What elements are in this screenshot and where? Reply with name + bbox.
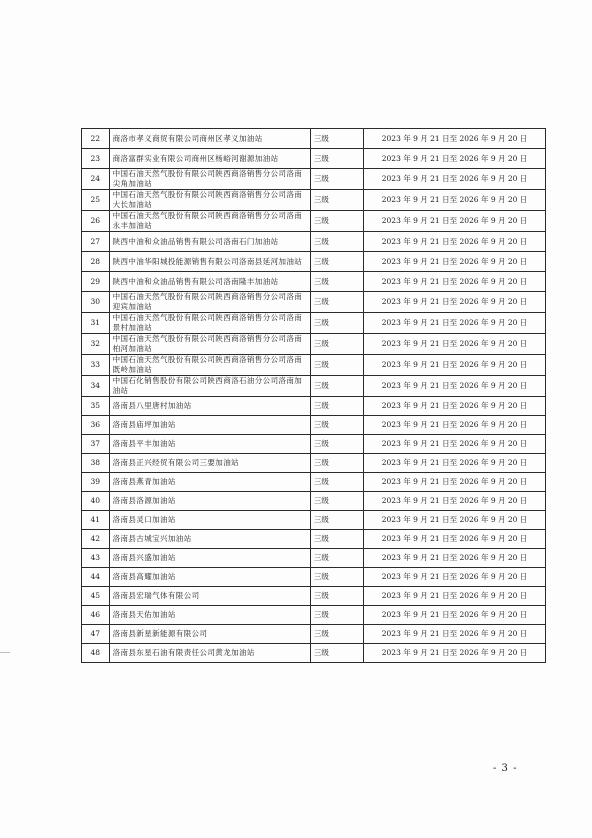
station-level: 三级	[310, 644, 363, 663]
table-row	[82, 644, 546, 663]
row-number: 27	[82, 232, 110, 252]
station-table-body	[82, 129, 546, 663]
station-name: 洛南县高耀加油站	[109, 568, 310, 587]
station-name: 中国石化销售股份有限公司陕西商洛石油分公司洛南加油站	[109, 376, 310, 397]
row-number: 48	[82, 644, 110, 663]
station-name: 中国石油天然气股份有限公司陕西商洛销售分公司洛南既岭加油站	[109, 355, 310, 376]
table-row	[82, 334, 546, 355]
station-level: 三级	[310, 232, 363, 252]
station-level: 三级	[310, 129, 363, 149]
validity-period: 2023 年 9 月 21 日至 2026 年 9 月 20 日	[364, 292, 546, 313]
table-row	[82, 606, 546, 625]
row-number: 34	[82, 376, 110, 397]
row-number: 41	[82, 511, 110, 530]
station-name: 中国石油天然气股份有限公司陕西商洛销售分公司洛南景村加油站	[109, 313, 310, 334]
table-row	[82, 454, 546, 473]
station-level: 三级	[310, 530, 363, 549]
table-row	[82, 149, 546, 169]
table-row	[82, 473, 546, 492]
station-name: 陕西中油和众油品销售有限公司洛南石门加油站	[109, 232, 310, 252]
station-level: 三级	[310, 355, 363, 376]
station-name: 商洛市孝义商贸有限公司商州区孝义加油站	[109, 129, 310, 149]
row-number: 45	[82, 587, 110, 606]
station-level: 三级	[310, 149, 363, 169]
validity-period: 2023 年 9 月 21 日至 2026 年 9 月 20 日	[364, 435, 546, 454]
row-number: 23	[82, 149, 110, 169]
station-level: 三级	[310, 587, 363, 606]
row-number: 24	[82, 169, 110, 190]
row-number: 26	[82, 211, 110, 232]
station-level: 三级	[310, 625, 363, 644]
row-number: 36	[82, 416, 110, 435]
station-name: 陕西中油和众油品销售有限公司洛南隆丰加油站	[109, 272, 310, 292]
validity-period: 2023 年 9 月 21 日至 2026 年 9 月 20 日	[364, 568, 546, 587]
table-row	[82, 549, 546, 568]
station-name: 洛南县宏瑞气体有限公司	[109, 587, 310, 606]
table-row	[82, 397, 546, 416]
row-number: 47	[82, 625, 110, 644]
station-level: 三级	[310, 511, 363, 530]
table-row	[82, 355, 546, 376]
table-row	[82, 252, 546, 272]
station-name: 洛南县东星石油有限责任公司黄龙加油站	[109, 644, 310, 663]
station-level: 三级	[310, 169, 363, 190]
validity-period: 2023 年 9 月 21 日至 2026 年 9 月 20 日	[364, 454, 546, 473]
validity-period: 2023 年 9 月 21 日至 2026 年 9 月 20 日	[364, 492, 546, 511]
station-name: 洛南县灵口加油站	[109, 511, 310, 530]
station-level: 三级	[310, 313, 363, 334]
table-row	[82, 169, 546, 190]
validity-period: 2023 年 9 月 21 日至 2026 年 9 月 20 日	[364, 272, 546, 292]
table-row	[82, 232, 546, 252]
station-level: 三级	[310, 272, 363, 292]
validity-period: 2023 年 9 月 21 日至 2026 年 9 月 20 日	[364, 511, 546, 530]
station-level: 三级	[310, 292, 363, 313]
validity-period: 2023 年 9 月 21 日至 2026 年 9 月 20 日	[364, 644, 546, 663]
table-row	[82, 568, 546, 587]
table-row	[82, 272, 546, 292]
station-level: 三级	[310, 568, 363, 587]
station-name: 洛南县庙坪加油站	[109, 416, 310, 435]
row-number: 39	[82, 473, 110, 492]
validity-period: 2023 年 9 月 21 日至 2026 年 9 月 20 日	[364, 190, 546, 211]
table-row	[82, 511, 546, 530]
row-number: 46	[82, 606, 110, 625]
validity-period: 2023 年 9 月 21 日至 2026 年 9 月 20 日	[364, 473, 546, 492]
station-name: 中国石油天然气股份有限公司陕西商洛销售分公司洛南尖角加油站	[109, 169, 310, 190]
station-table	[81, 128, 546, 663]
station-name: 中国石油天然气股份有限公司陕西商洛销售分公司洛南迎宾加油站	[109, 292, 310, 313]
row-number: 30	[82, 292, 110, 313]
validity-period: 2023 年 9 月 21 日至 2026 年 9 月 20 日	[364, 606, 546, 625]
station-name: 洛南县燕青加油站	[109, 473, 310, 492]
station-name: 中国石油天然气股份有限公司陕西商洛销售分公司洛南永丰加油站	[109, 211, 310, 232]
table-row	[82, 211, 546, 232]
table-row	[82, 435, 546, 454]
table-row	[82, 292, 546, 313]
station-level: 三级	[310, 211, 363, 232]
row-number: 31	[82, 313, 110, 334]
station-name: 洛南县新星新能源有限公司	[109, 625, 310, 644]
station-level: 三级	[310, 252, 363, 272]
table-row	[82, 416, 546, 435]
validity-period: 2023 年 9 月 21 日至 2026 年 9 月 20 日	[364, 376, 546, 397]
validity-period: 2023 年 9 月 21 日至 2026 年 9 月 20 日	[364, 232, 546, 252]
row-number: 28	[82, 252, 110, 272]
validity-period: 2023 年 9 月 21 日至 2026 年 9 月 20 日	[364, 397, 546, 416]
table-row	[82, 530, 546, 549]
station-level: 三级	[310, 454, 363, 473]
station-name: 洛南县兴盛加油站	[109, 549, 310, 568]
station-level: 三级	[310, 376, 363, 397]
table-row	[82, 492, 546, 511]
station-level: 三级	[310, 473, 363, 492]
station-level: 三级	[310, 435, 363, 454]
station-level: 三级	[310, 416, 363, 435]
validity-period: 2023 年 9 月 21 日至 2026 年 9 月 20 日	[364, 313, 546, 334]
station-level: 三级	[310, 492, 363, 511]
validity-period: 2023 年 9 月 21 日至 2026 年 9 月 20 日	[364, 149, 546, 169]
table-row	[82, 587, 546, 606]
station-level: 三级	[310, 397, 363, 416]
row-number: 29	[82, 272, 110, 292]
validity-period: 2023 年 9 月 21 日至 2026 年 9 月 20 日	[364, 416, 546, 435]
table-row	[82, 313, 546, 334]
station-name: 洛南县正兴经贸有限公司三要加油站	[109, 454, 310, 473]
station-name: 洛南县平丰加油站	[109, 435, 310, 454]
table-row	[82, 376, 546, 397]
validity-period: 2023 年 9 月 21 日至 2026 年 9 月 20 日	[364, 549, 546, 568]
station-name: 洛南县洛源加油站	[109, 492, 310, 511]
row-number: 32	[82, 334, 110, 355]
station-name: 中国石油天然气股份有限公司陕西商洛销售分公司洛南柏河加油站	[109, 334, 310, 355]
validity-period: 2023 年 9 月 21 日至 2026 年 9 月 20 日	[364, 530, 546, 549]
validity-period: 2023 年 9 月 21 日至 2026 年 9 月 20 日	[364, 625, 546, 644]
row-number: 33	[82, 355, 110, 376]
row-number: 43	[82, 549, 110, 568]
validity-period: 2023 年 9 月 21 日至 2026 年 9 月 20 日	[364, 334, 546, 355]
page-number: - 3 -	[493, 763, 518, 774]
table-row	[82, 190, 546, 211]
row-number: 37	[82, 435, 110, 454]
station-name: 洛南县古城宝兴加油站	[109, 530, 310, 549]
validity-period: 2023 年 9 月 21 日至 2026 年 9 月 20 日	[364, 355, 546, 376]
validity-period: 2023 年 9 月 21 日至 2026 年 9 月 20 日	[364, 587, 546, 606]
station-name: 中国石油天然气股份有限公司陕西商洛销售分公司洛南大长加油站	[109, 190, 310, 211]
station-name: 洛南县天佑加油站	[109, 606, 310, 625]
row-number: 44	[82, 568, 110, 587]
table-row	[82, 129, 546, 149]
row-number: 40	[82, 492, 110, 511]
row-number: 42	[82, 530, 110, 549]
station-name: 洛南县八里唐村加油站	[109, 397, 310, 416]
station-level: 三级	[310, 606, 363, 625]
validity-period: 2023 年 9 月 21 日至 2026 年 9 月 20 日	[364, 129, 546, 149]
validity-period: 2023 年 9 月 21 日至 2026 年 9 月 20 日	[364, 169, 546, 190]
row-number: 35	[82, 397, 110, 416]
station-level: 三级	[310, 190, 363, 211]
station-name: 商洛富群实业有限公司商州区杨峪河谢源加油站	[109, 149, 310, 169]
station-level: 三级	[310, 549, 363, 568]
station-name: 陕西中油华阳城投能源销售有限公司洛南县延河加油站	[109, 252, 310, 272]
row-number: 22	[82, 129, 110, 149]
validity-period: 2023 年 9 月 21 日至 2026 年 9 月 20 日	[364, 252, 546, 272]
row-number: 25	[82, 190, 110, 211]
table-row	[82, 625, 546, 644]
validity-period: 2023 年 9 月 21 日至 2026 年 9 月 20 日	[364, 211, 546, 232]
margin-mark	[0, 652, 10, 653]
row-number: 38	[82, 454, 110, 473]
station-level: 三级	[310, 334, 363, 355]
